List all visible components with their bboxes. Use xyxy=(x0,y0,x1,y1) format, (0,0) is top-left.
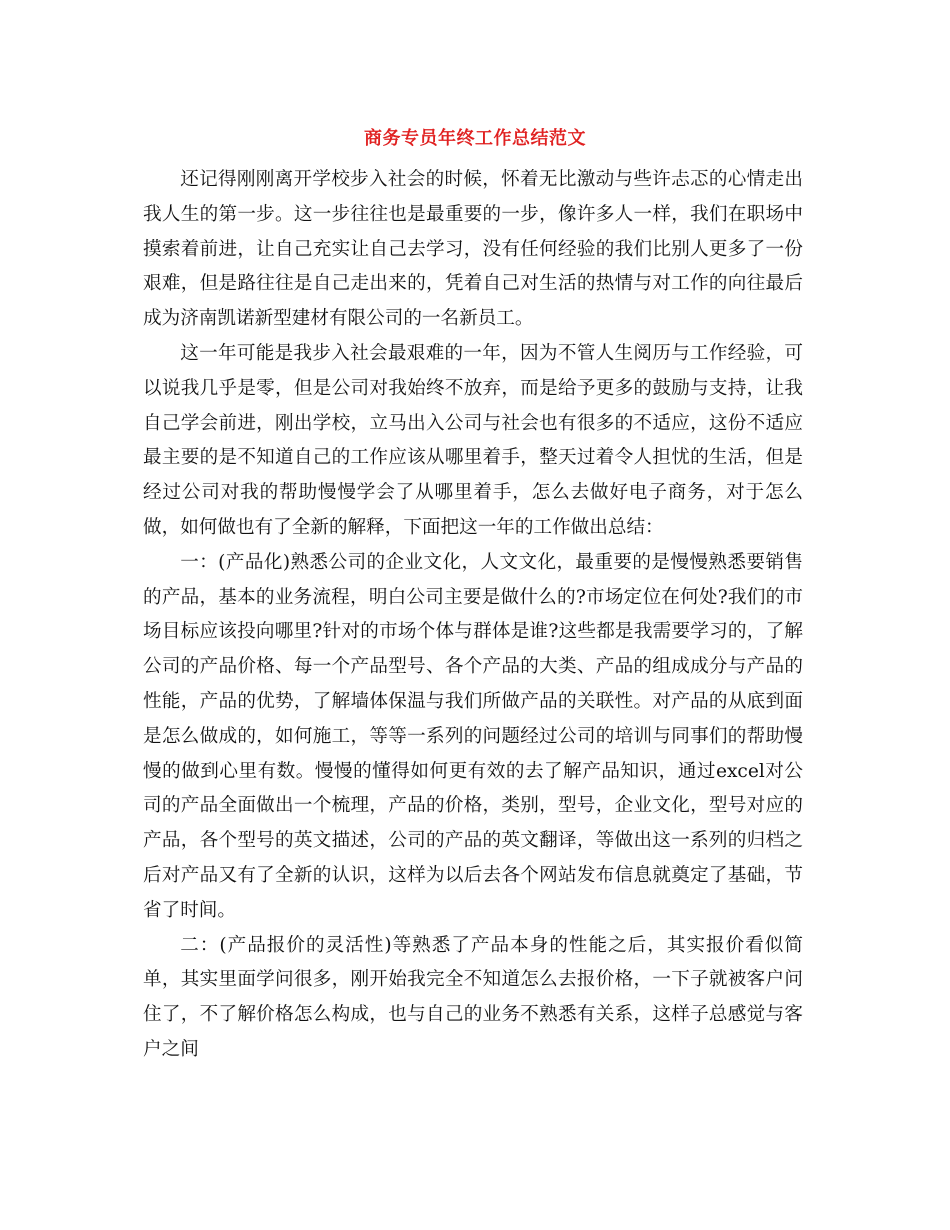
paragraph-4: 二：(产品报价的灵活性)等熟悉了产品本身的性能之后，其实报价看似简单，其实里面学问很多，刚开始我完全不知道怎么去报价格，一下子就被客户问住了，不了解价格怎么构成，也与自己的业务不熟悉有关系，这样子总感觉与客户之间 xyxy=(143,934,803,1060)
document-body xyxy=(143,163,803,1068)
paragraph-1: 还记得刚刚离开学校步入社会的时候，怀着无比激动与些许忐忑的心情走出我人生的第一步。这一步往往也是最重要的一步，像许多人一样，我们在职场中摸索着前进，让自己充实让自己去学习，没有任何经验的我们比别人更多了一份艰难，但是路往往是自己走出来的，凭着自己对生活的热情与对工作的向往最后成为济南凯诺新型建材有限公司的一名新员工。 xyxy=(143,169,803,330)
paragraph-2: 这一年可能是我步入社会最艰难的一年，因为不管人生阅历与工作经验，可以说我几乎是零，但是公司对我始终不放弃，而是给予更多的鼓励与支持，让我自己学会前进，刚出学校，立马出入公司与社会也有很多的不适应，这份不适应最主要的是不知道自己的工作应该从哪里着手，整天过着令人担忧的生活，但是经过公司对我的帮助慢慢学会了从哪里着手，怎么去做好电子商务，对于怎么做，如何做也有了全新的解释，下面把这一年的工作做出总结： xyxy=(143,342,803,538)
document-title: 商务专员年终工作总结范文 xyxy=(364,128,586,149)
paragraph-3: 一：(产品化)熟悉公司的企业文化，人文文化，最重要的是慢慢熟悉要销售的产品，基本的业务流程，明白公司主要是做什么的?市场定位在何处?我们的市场目标应该投向哪里?针对的市场个体与群体是谁?这些都是我需要学习的，了解公司的产品价格、每一个产品型号、各个产品的大类、产品的组成成分与产品的性能，产品的优势，了解墙体保温与我们所做产品的关联性。对产品的从底到面是怎么做成的，如何施工，等等一系列的问题经过公司的培训与同事们的帮助慢慢的做到心里有数。慢慢的懂得如何更有效的去了解产品知识，通过excel对公司的产品全面做出一个梳理，产品的价格，类别，型号，企业文化，型号对应的产品，各个型号的英文描述，公司的产品的英文翻译，等做出这一系列的归档之后对产品又有了全新的认识，这样为以后去各个网站发布信息就奠定了基础，节省了时间。 xyxy=(143,551,803,921)
